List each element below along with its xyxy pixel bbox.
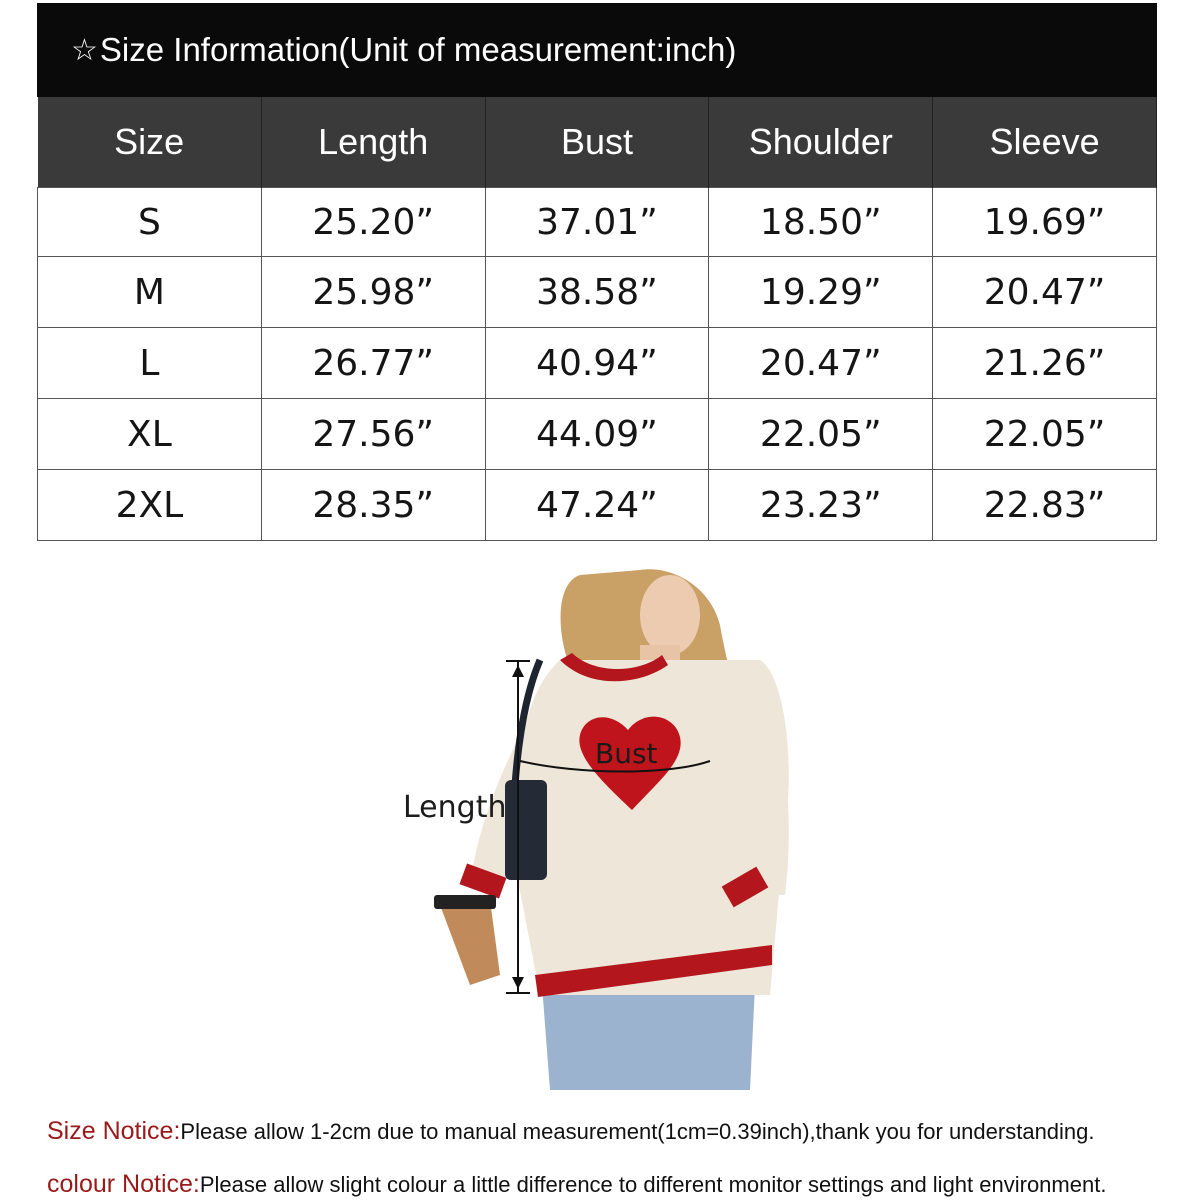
table-cell: 47.24”	[485, 470, 709, 541]
size-table	[37, 97, 1157, 541]
table-row	[38, 257, 1157, 328]
table-cell: 21.26”	[933, 328, 1157, 399]
column-header-size: Size	[38, 97, 262, 188]
table-row	[38, 470, 1157, 541]
table-cell: 20.47”	[933, 257, 1157, 328]
table-cell: 25.98”	[261, 257, 485, 328]
bust-label: Bust	[595, 737, 658, 770]
table-cell: 38.58”	[485, 257, 709, 328]
table-cell: 19.69”	[933, 188, 1157, 257]
table-cell: M	[38, 257, 262, 328]
star-icon: ☆	[71, 33, 98, 67]
table-cell: 22.05”	[709, 399, 933, 470]
face-shape	[640, 575, 700, 655]
table-cell: 2XL	[38, 470, 262, 541]
colour-notice-text: Please allow slight colour a little difference to different monitor settings and light environment.	[199, 1172, 1107, 1197]
colour-notice-lead: colour Notice:	[47, 1170, 200, 1198]
coffee-lid	[434, 895, 496, 909]
table-cell: 44.09”	[485, 399, 709, 470]
coffee-cup	[440, 900, 500, 985]
size-notice-lead: Size Notice:	[47, 1117, 181, 1145]
title-bar	[37, 3, 1157, 97]
table-row	[38, 328, 1157, 399]
model-sweater-illustration	[400, 565, 820, 1095]
jeans-shape	[542, 985, 755, 1090]
table-cell: L	[38, 328, 262, 399]
column-header-length: Length	[261, 97, 485, 188]
length-label: Length	[403, 790, 507, 825]
table-cell: 25.20”	[261, 188, 485, 257]
table-cell: XL	[38, 399, 262, 470]
size-notice-text: Please allow 1-2cm due to manual measurement(1cm=0.39inch),thank you for understanding.	[180, 1119, 1095, 1144]
table-cell: 20.47”	[709, 328, 933, 399]
arrow-down-icon	[512, 977, 524, 989]
column-header-bust: Bust	[485, 97, 709, 188]
column-header-sleeve: Sleeve	[933, 97, 1157, 188]
size-notice	[47, 1117, 1095, 1146]
table-cell: 27.56”	[261, 399, 485, 470]
table-cell: 37.01”	[485, 188, 709, 257]
table-cell: 40.94”	[485, 328, 709, 399]
column-header-shoulder: Shoulder	[709, 97, 933, 188]
arrow-up-icon	[512, 665, 524, 677]
handbag	[505, 780, 547, 880]
table-cell: 19.29”	[709, 257, 933, 328]
table-row	[38, 188, 1157, 257]
table-cell: 22.83”	[933, 470, 1157, 541]
table-header-row	[38, 97, 1157, 188]
table-cell: 23.23”	[709, 470, 933, 541]
table-row	[38, 399, 1157, 470]
table-cell: 28.35”	[261, 470, 485, 541]
table-cell: S	[38, 188, 262, 257]
table-cell: 18.50”	[709, 188, 933, 257]
colour-notice	[47, 1170, 1106, 1199]
page-title: Size Information(Unit of measurement:inch)	[99, 31, 737, 68]
table-cell: 26.77”	[261, 328, 485, 399]
table-cell: 22.05”	[933, 399, 1157, 470]
